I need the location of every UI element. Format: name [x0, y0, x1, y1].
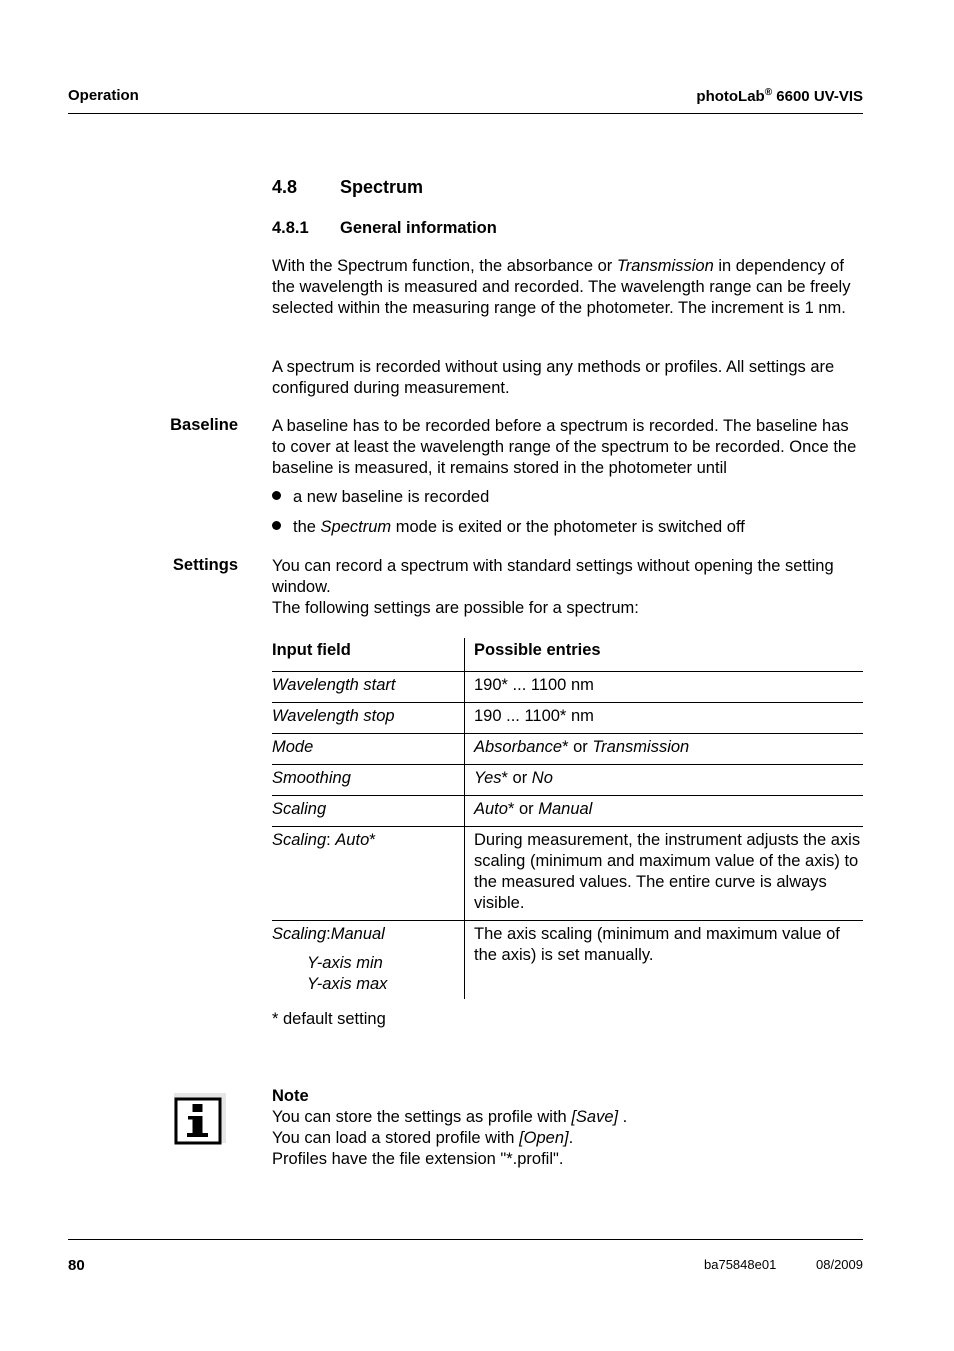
note-line-2-text: You can load a stored profile with	[272, 1129, 520, 1147]
section-title: Spectrum	[340, 177, 424, 197]
row-field-end: *	[369, 831, 376, 849]
table-row	[272, 734, 863, 765]
bullet-icon	[272, 491, 281, 500]
settings-table	[272, 638, 863, 999]
header-product-name: photoLab	[696, 88, 765, 105]
row-sub-y-axis-max: Y-axis max	[307, 975, 388, 993]
bullet-icon	[272, 521, 281, 530]
note-block	[272, 1086, 863, 1170]
row-entry: The axis scaling (minimum and maximum value of the axis) is set manually.	[474, 925, 840, 964]
note-line-2-end: .	[568, 1129, 574, 1147]
note-line-1-text: You can store the settings as profile with	[272, 1108, 572, 1126]
table-row	[272, 765, 863, 796]
table-header-possible-entries: Possible entries	[474, 641, 601, 659]
row-entry-mid: * or	[501, 769, 532, 787]
row-field: Wavelength start	[272, 676, 396, 694]
note-line-1-end: .	[618, 1108, 628, 1126]
table-row	[272, 703, 863, 734]
open-reference: [Open]	[519, 1129, 569, 1147]
row-entry-italic-1: Absorbance	[474, 738, 563, 756]
settings-line-1: You can record a spectrum with standard settings without opening the setting window.	[272, 557, 834, 596]
row-entry-italic-2: No	[531, 769, 553, 787]
row-field-italic-1: Scaling	[272, 925, 327, 943]
row-field-italic-2: Auto	[335, 831, 370, 849]
header-section: Operation	[68, 87, 139, 104]
row-entry-italic-1: Yes	[474, 769, 502, 787]
row-entry-italic-1: Auto	[474, 800, 508, 818]
intro-p1-text-b: in dependency of the wavelength is measured and recorded. The wavelength range can be freely selected within the measuring range of the photometer. The increment is 1 nm.	[272, 257, 851, 317]
settings-text	[272, 556, 863, 619]
header-product-reg: ®	[764, 87, 773, 98]
note-title: Note	[272, 1087, 309, 1105]
row-field: Mode	[272, 738, 314, 756]
header-product	[696, 87, 863, 105]
table-row	[272, 672, 863, 703]
row-field-mid: :	[326, 831, 336, 849]
page-number: 80	[68, 1257, 85, 1274]
baseline-bullet-2-text-b: mode is exited or the photometer is switched off	[391, 518, 745, 536]
save-reference: [Save]	[571, 1108, 619, 1126]
row-field: Smoothing	[272, 769, 351, 787]
row-entry: 190 ... 1100* nm	[474, 707, 594, 725]
header-rule	[68, 113, 863, 114]
baseline-bullet-2-italic: Spectrum	[320, 518, 392, 536]
baseline-bullet-1-text: a new baseline is recorded	[293, 488, 490, 506]
row-field-mid: :	[326, 925, 331, 943]
baseline-bullet-2	[272, 517, 863, 538]
row-field: Scaling	[272, 800, 327, 818]
table-row	[272, 827, 863, 921]
header-product-model: 6600 UV-VIS	[772, 88, 863, 105]
note-line-3: Profiles have the file extension "*.profil".	[272, 1150, 564, 1168]
baseline-bullet-2-text-a: the	[293, 518, 321, 536]
intro-paragraph-2: A spectrum is recorded without using any methods or profiles. All settings are configured during measurement.	[272, 358, 835, 397]
row-entry-mid: * or	[562, 738, 593, 756]
settings-label: Settings	[172, 556, 238, 574]
row-entry: During measurement, the instrument adjusts the axis scaling (minimum and maximum value of the axis) to the measured values. The entire curve is always visible.	[474, 831, 861, 912]
table-header-input-field: Input field	[272, 638, 465, 672]
intro-paragraph-1	[272, 256, 863, 319]
note-line-2	[272, 1128, 863, 1149]
baseline-text: A baseline has to be recorded before a spectrum is recorded. The baseline has to cover at least the wavelength range of the spectrum to be recorded. Once the baseline is measured, it remains stored in the photometer until	[272, 417, 857, 477]
table-footnote: * default setting	[272, 1010, 386, 1028]
row-entry-italic-2: Manual	[538, 800, 593, 818]
note-line-1	[272, 1107, 863, 1128]
table-row	[272, 796, 863, 827]
subsection-title: General information	[340, 219, 497, 237]
row-entry-italic-2: Transmission	[592, 738, 690, 756]
intro-p1-italic: Transmission	[616, 257, 714, 275]
row-entry: 190* ... 1100 nm	[474, 676, 594, 694]
row-field: Wavelength stop	[272, 707, 395, 725]
row-sub-y-axis-min: Y-axis min	[307, 954, 383, 972]
row-entry-mid: * or	[507, 800, 539, 818]
footer-rule	[68, 1239, 863, 1240]
document-id: ba75848e01	[704, 1257, 777, 1272]
section-number: 4.8	[272, 177, 298, 197]
table-row	[272, 921, 863, 1000]
settings-line-2: The following settings are possible for a spectrum:	[272, 599, 639, 617]
row-field-italic-2: Manual	[330, 925, 385, 943]
row-field-italic-1: Scaling	[272, 831, 327, 849]
intro-p1-text-a: With the Spectrum function, the absorbance or	[272, 257, 617, 275]
subsection-number: 4.8.1	[272, 219, 309, 237]
table-header-row	[272, 638, 863, 672]
info-icon	[174, 1093, 226, 1145]
baseline-label: Baseline	[170, 416, 238, 434]
baseline-bullet-1	[272, 487, 863, 508]
document-date: 08/2009	[816, 1257, 863, 1272]
